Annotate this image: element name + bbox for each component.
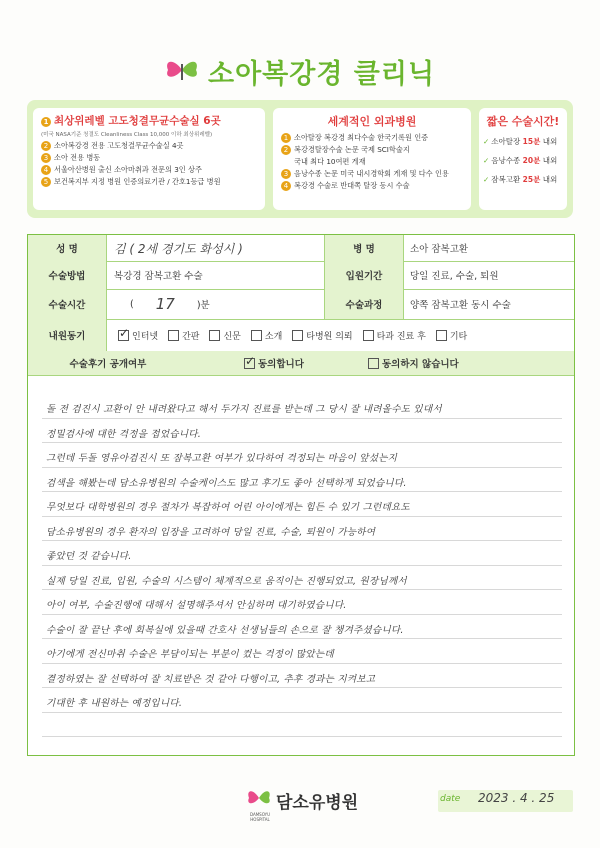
time-open: (: [130, 298, 134, 310]
motive-checkbox[interactable]: [209, 330, 220, 341]
item-text: 소아복강경 전용 고도청결무균수술실 4곳: [54, 141, 184, 150]
number-badge: 3: [281, 169, 291, 179]
review-line: 검색을 해봤는데 담소유병원의 수술케이스도 많고 후기도 좋아 선택하게 되었습니다.: [46, 477, 407, 489]
consent-no-option[interactable]: [368, 351, 568, 375]
number-badge: 5: [41, 177, 51, 187]
motive-checkbox[interactable]: [168, 330, 179, 341]
date-value: 2023 . 4 . 25: [478, 791, 555, 805]
motive-option[interactable]: [118, 329, 158, 342]
motive-option[interactable]: [363, 329, 426, 342]
item-highlight: 15분: [522, 137, 541, 146]
short-list-item: [483, 137, 563, 147]
item-text-group: [54, 153, 100, 163]
admission-value: 당일 진료, 수술, 퇴원: [410, 271, 499, 282]
review-line: 좋았던 것 같습니다.: [46, 551, 132, 562]
disease-value: 소아 잠복고환: [410, 244, 469, 255]
motive-checkbox[interactable]: [363, 330, 374, 341]
hospital-logo-icon: [244, 786, 274, 814]
review-text-area: [28, 389, 574, 755]
check-icon: ✓: [483, 137, 490, 146]
motive-label: 소개: [264, 331, 283, 342]
ruled-line: [42, 736, 562, 737]
short-time-panel: [479, 108, 567, 210]
review-line: 결정하였는 잘 선택하여 잘 치료받은 것 같아 다행이고, 추후 경과는 지켜보고: [46, 673, 376, 685]
item-highlight: 20분: [522, 156, 541, 165]
review-line: 그런데 두돌 영유아검진시 또 잠복고환 여부가 있다하여 걱정되는 마음이 앞섰는지: [46, 453, 398, 464]
consent-no-label: 동의하지 않습니다: [382, 359, 459, 370]
cleanroom-list: [33, 132, 265, 187]
item-post: 내외: [540, 156, 558, 165]
motive-label: 타병원 의뢰: [306, 331, 353, 342]
consent-yes-checkbox[interactable]: [244, 358, 255, 369]
ruled-line: [42, 638, 562, 639]
time-close: )분: [196, 300, 210, 311]
motive-label: 신문: [223, 331, 241, 342]
motive-option[interactable]: [292, 329, 352, 342]
item-text: 음낭수종 논문 미국 내시경학회 게재 및 다수 인용: [294, 169, 449, 178]
cleanroom-panel: [33, 108, 265, 210]
row-consent: [28, 351, 574, 376]
ruled-line: [42, 565, 562, 566]
process-value: 양쪽 잠복고환 동시 수술: [410, 300, 511, 311]
consent-no-checkbox[interactable]: [368, 358, 379, 369]
motive-checkbox[interactable]: [292, 330, 303, 341]
name-label: 성 명: [28, 235, 107, 261]
motive-option[interactable]: [168, 329, 199, 342]
process-label: 수술과정: [324, 289, 404, 319]
ruled-line: [42, 712, 562, 713]
review-line: 돌 전 검진시 고환이 안 내려왔다고 해서 두가지 진료를 받는데 그 당시 잘 내려올수도 있대서: [46, 404, 442, 415]
row-method: [28, 261, 574, 290]
world-list-item: [281, 157, 467, 167]
number-badge: 1: [41, 117, 51, 127]
number-badge: 4: [41, 165, 51, 175]
butterfly-logo-icon: [162, 56, 202, 84]
review-line: 아기에게 전신마취 수술은 부담이되는 부분이 컸는 걱정이 많았는데: [46, 649, 334, 660]
motive-checkbox[interactable]: [251, 330, 262, 341]
check-icon: ✓: [483, 156, 490, 165]
cleanroom-list-item: [41, 141, 261, 151]
item-text: 보건복지부 지정 병원 인증의료기관 / 간호1등급 병원: [54, 177, 221, 186]
short-list-item: [483, 175, 563, 185]
motive-options: [106, 319, 578, 351]
review-line: 기대한 후 내원하는 예정입니다.: [46, 698, 183, 709]
cleanroom-panel-title: [33, 113, 265, 128]
cleanroom-list-item: [41, 132, 261, 139]
review-line: 담소유병원의 경우 환자의 입장을 고려하여 당일 진료, 수술, 퇴원이 가능하여: [46, 526, 376, 538]
review-form: [27, 234, 575, 756]
clinic-header: [0, 52, 600, 92]
world-list: [273, 133, 471, 191]
consent-yes-label: 동의합니다: [258, 359, 304, 370]
item-pre: 소아탈장: [491, 137, 523, 146]
motive-label: 내원동기: [28, 319, 107, 351]
hospital-logo-subtext: DAMSOYU HOSPITAL: [249, 812, 271, 822]
short-panel-title: 짧은 수술시간!: [486, 115, 560, 128]
review-line: 아이 여부, 수술진행에 대해서 설명해주셔서 안심하며 대기하였습니다.: [46, 600, 347, 611]
item-highlight: 25분: [522, 175, 541, 184]
item-post: 내외: [540, 175, 558, 184]
ruled-line: [42, 663, 562, 664]
item-text-group: [54, 165, 202, 175]
motive-option[interactable]: [251, 329, 282, 342]
motive-checkbox[interactable]: [436, 330, 447, 341]
row-time: [28, 289, 574, 320]
world-surgery-panel: [273, 108, 471, 210]
number-badge: 4: [281, 181, 291, 191]
motive-label: 기타: [449, 331, 468, 342]
disease-label: 병 명: [324, 235, 404, 261]
number-badge: 2: [281, 145, 291, 155]
review-line: 실제 당일 진료, 입원, 수술의 시스템이 체계적으로 움직이는 진행되었고, 원장님께서: [46, 575, 407, 587]
item-text: 소아탈장 복강경 최다수술 한국기록원 인증: [294, 133, 429, 142]
ruled-line: [42, 442, 562, 443]
number-badge: 2: [41, 141, 51, 151]
method-value: 복강경 잠복고환 수술: [114, 271, 203, 282]
name-value: 김 ( 2세 경기도 화성시 ): [114, 241, 243, 256]
motive-option[interactable]: [436, 329, 467, 342]
motive-label: 인터넷: [132, 331, 159, 342]
short-list-item: [483, 156, 563, 166]
ruled-line: [42, 614, 562, 615]
time-value-group: [106, 289, 324, 319]
world-panel-title: 세계적인 외과병원: [327, 115, 417, 128]
hospital-name: 담소유병원: [276, 793, 359, 813]
ruled-line: [42, 491, 562, 492]
motive-checkbox[interactable]: [118, 330, 129, 341]
review-line: 정밀검사에 대한 걱정을 접었습니다.: [46, 428, 202, 440]
item-text: 국내 최다 10여편 게재: [294, 157, 366, 166]
ruled-line: [42, 467, 562, 468]
world-list-item: [281, 133, 467, 143]
date-label: date: [440, 794, 461, 804]
review-line: 무엇보다 대학병원의 경우 절차가 복잡하여 어린 아이에게는 힘든 수 있기 그런데요도: [46, 502, 410, 513]
motive-label: 간판: [182, 331, 200, 342]
method-label: 수술방법: [28, 261, 107, 289]
cleanroom-list-item: [41, 165, 261, 175]
cleanroom-list-item: [41, 153, 261, 163]
item-pre: 음낭수종: [491, 156, 523, 165]
item-post: 내외: [540, 137, 558, 146]
item-text: 복강경탈장수술 논문 국제 SCI학술지: [294, 145, 410, 154]
world-list-item: [281, 169, 467, 179]
motive-option[interactable]: [209, 329, 240, 342]
item-text: 소아 전용 병동: [54, 153, 101, 162]
number-badge: 1: [281, 133, 291, 143]
row-motive: [28, 319, 574, 352]
ruled-line: [42, 589, 562, 590]
admission-label: 입원기간: [324, 261, 404, 289]
item-text: 서울아산병원 출신 소아마취과 전문의 3인 상주: [54, 165, 202, 174]
ruled-line: [42, 418, 562, 419]
number-badge: 3: [41, 153, 51, 163]
check-icon: ✓: [483, 175, 490, 184]
ruled-line: [42, 516, 562, 517]
cleanroom-panel-title-text: 최상위레벨 고도청결무균수술실 6곳: [54, 115, 221, 127]
ruled-line: [42, 687, 562, 688]
item-pre: 잠복고환: [491, 175, 523, 184]
world-list-item: [281, 145, 467, 155]
short-time-list: [479, 137, 567, 185]
info-panels: [27, 100, 573, 218]
row-name: [28, 235, 574, 262]
world-list-item: [281, 181, 467, 191]
cleanroom-list-item: [41, 177, 261, 187]
consent-label: 수술후기 공개여부: [28, 351, 188, 375]
item-text-group: [54, 141, 183, 151]
time-value: 17: [155, 295, 175, 313]
motive-label: 타과 진료 후: [376, 331, 426, 342]
page-title: 소아복강경 클리닉: [208, 59, 436, 90]
item-text-group: [54, 177, 221, 187]
review-line: 수술이 잘 끝난 후에 회복실에 있을때 간호사 선생님들의 손으로 잘 챙겨주셨습니다.: [46, 624, 404, 636]
time-label: 수술시간: [28, 289, 107, 319]
ruled-line: [42, 540, 562, 541]
item-subtext: (미국 NASA기준 청결도 Cleanliness Class 10,000 이하 최상위레벨): [41, 132, 213, 138]
item-text: 복강경 수술로 반대쪽 탈장 동시 수술: [294, 181, 410, 190]
